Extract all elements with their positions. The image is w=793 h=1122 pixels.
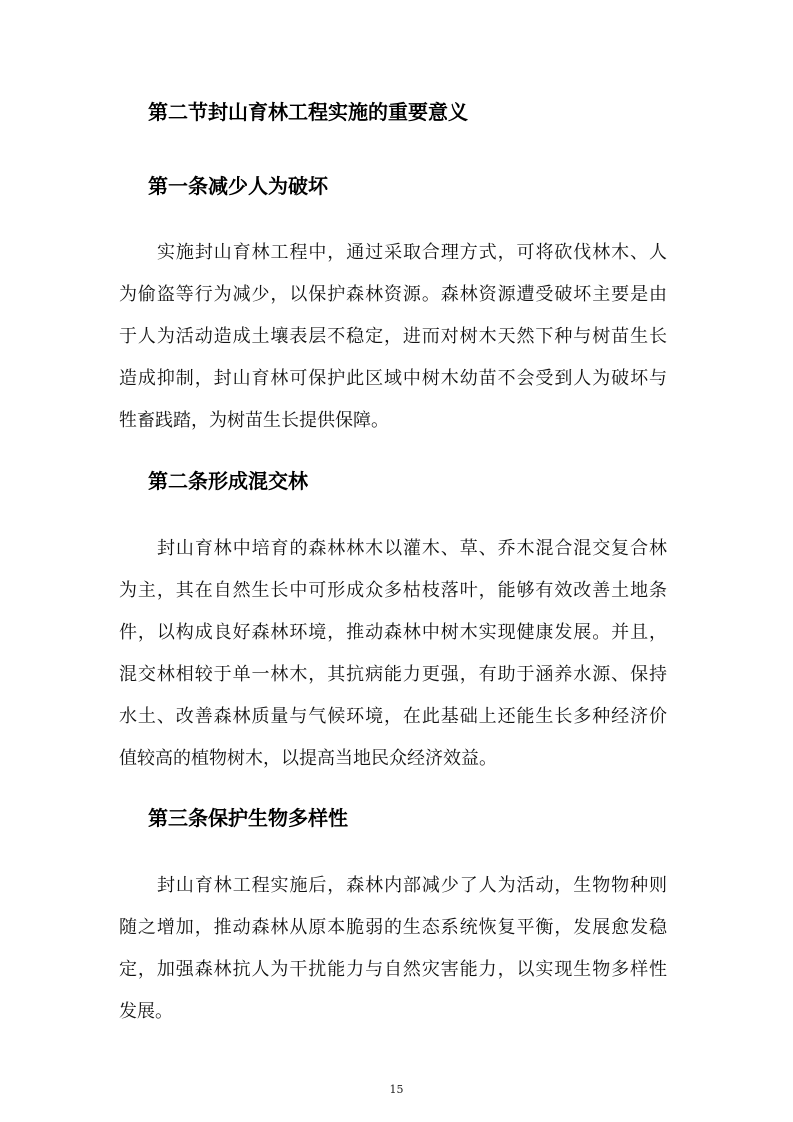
- paragraph-line: 混交林相较于单一林木，其抗病能力更强，有助于涵养水源、保持: [119, 664, 667, 685]
- paragraph-line: 定，加强森林抗人为干扰能力与自然灾害能力，以实现生物多样性: [119, 959, 667, 980]
- article-3-paragraph: [119, 865, 667, 1033]
- paragraph-line: 随之增加，推动森林从原本脆弱的生态系统恢复平衡，发展愈发稳: [119, 917, 667, 938]
- article-1-paragraph: [119, 232, 667, 442]
- paragraph-line: 发展。: [119, 1001, 173, 1022]
- paragraph-line: 为主，其在自然生长中可形成众多枯枝落叶，能够有效改善土地条: [119, 580, 667, 601]
- article-3-heading: 第三条保护生物多样性: [148, 806, 348, 830]
- paragraph-line: 水土、改善森林质量与气候环境，在此基础上还能生长多种经济价: [119, 706, 667, 727]
- section-title: 第二节封山育林工程实施的重要意义: [148, 100, 468, 124]
- paragraph-line: 实施封山育林工程中，通过采取合理方式，可将砍伐林木、人: [157, 242, 667, 263]
- paragraph-line: 件，以构成良好森林环境，推动森林中树木实现健康发展。并且，: [119, 622, 667, 643]
- paragraph-line: 造成抑制，封山育林可保护此区域中树木幼苗不会受到人为破坏与: [119, 368, 667, 389]
- paragraph-line: 值较高的植物树木，以提高当地民众经济效益。: [119, 748, 497, 769]
- article-2-paragraph: [119, 528, 667, 780]
- paragraph-line: 牲畜践踏，为树苗生长提供保障。: [119, 410, 389, 431]
- article-2-heading: 第二条形成混交林: [148, 469, 308, 493]
- paragraph-line: 封山育林工程实施后，森林内部减少了人为活动，生物物种则: [157, 875, 667, 896]
- page-number: 15: [389, 1083, 404, 1096]
- article-1-heading: 第一条减少人为破坏: [148, 174, 328, 198]
- paragraph-line: 为偷盗等行为减少，以保护森林资源。森林资源遭受破坏主要是由: [119, 284, 667, 305]
- paragraph-line: 封山育林中培育的森林林木以灌木、草、乔木混合混交复合林: [157, 538, 667, 559]
- paragraph-line: 于人为活动造成土壤表层不稳定，进而对树木天然下种与树苗生长: [119, 326, 667, 347]
